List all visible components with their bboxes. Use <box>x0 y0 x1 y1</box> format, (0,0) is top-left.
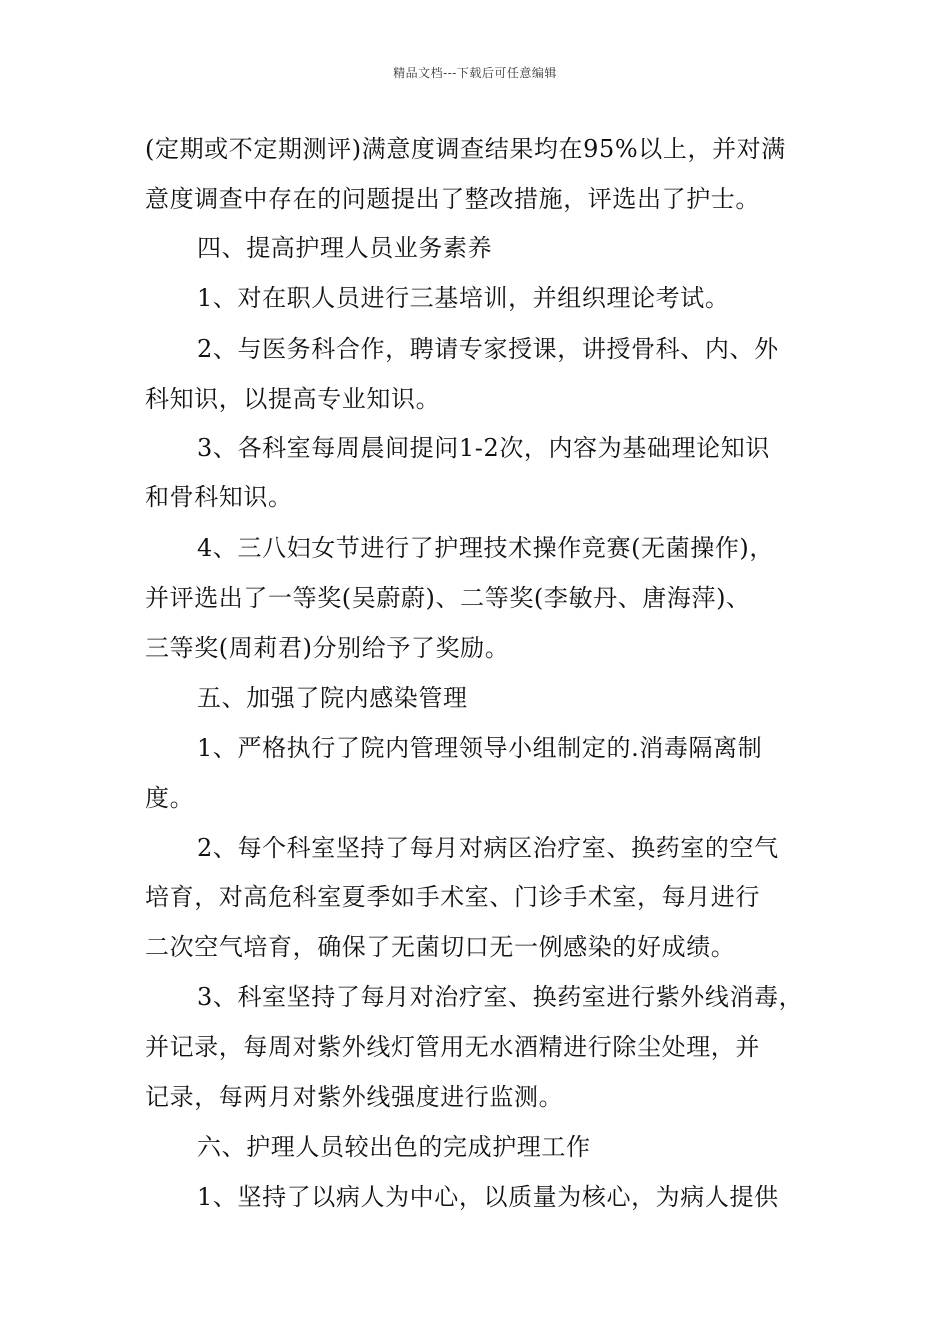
body-line: (定期或不定期测评)满意度调查结果均在95%以上，并对满 <box>145 135 786 163</box>
body-line: 1、坚持了以病人为中心，以质量为核心，为病人提供 <box>197 1183 779 1211</box>
body-line: 1、对在职人员进行三基培训，并组织理论考试。 <box>197 284 730 312</box>
body-line: 培育，对高危科室夏季如手术室、门诊手术室，每月进行 <box>145 883 760 911</box>
body-line: 和骨科知识。 <box>145 483 293 511</box>
body-line: 2、每个科室坚持了每月对病区治疗室、换药室的空气 <box>197 834 779 862</box>
body-line: 2、与医务科合作，聘请专家授课，讲授骨科、内、外 <box>197 335 779 363</box>
section-heading: 五、加强了院内感染管理 <box>197 684 468 712</box>
body-line: 意度调查中存在的问题提出了整改措施，评选出了护士。 <box>145 185 760 213</box>
body-line: 1、严格执行了院内管理领导小组制定的.消毒隔离制 <box>197 734 763 762</box>
body-line: 4、三八妇女节进行了护理技术操作竞赛(无菌操作)， <box>197 534 774 562</box>
section-heading: 六、护理人员较出色的完成护理工作 <box>197 1133 591 1161</box>
body-line: 三等奖(周莉君)分别给予了奖励。 <box>145 634 510 662</box>
body-line: 并评选出了一等奖(吴蔚蔚)、二等奖(李敏丹、唐海萍)、 <box>145 584 751 612</box>
body-line: 记录，每两月对紫外线强度进行监测。 <box>145 1083 564 1111</box>
body-line: 科知识，以提高专业知识。 <box>145 385 441 413</box>
body-line: 3、各科室每周晨间提问1-2次，内容为基础理论知识 <box>197 434 770 462</box>
body-line: 二次空气培育，确保了无菌切口无一例感染的好成绩。 <box>145 933 736 961</box>
body-line: 度。 <box>145 784 195 812</box>
body-line: 3、科室坚持了每月对治疗室、换药室进行紫外线消毒， <box>197 983 804 1011</box>
section-heading: 四、提高护理人员业务素养 <box>197 234 493 262</box>
body-line: 并记录，每周对紫外线灯管用无水酒精进行除尘处理，并 <box>145 1033 760 1061</box>
page-header: 精品文档---下载后可任意编辑 <box>393 66 557 80</box>
